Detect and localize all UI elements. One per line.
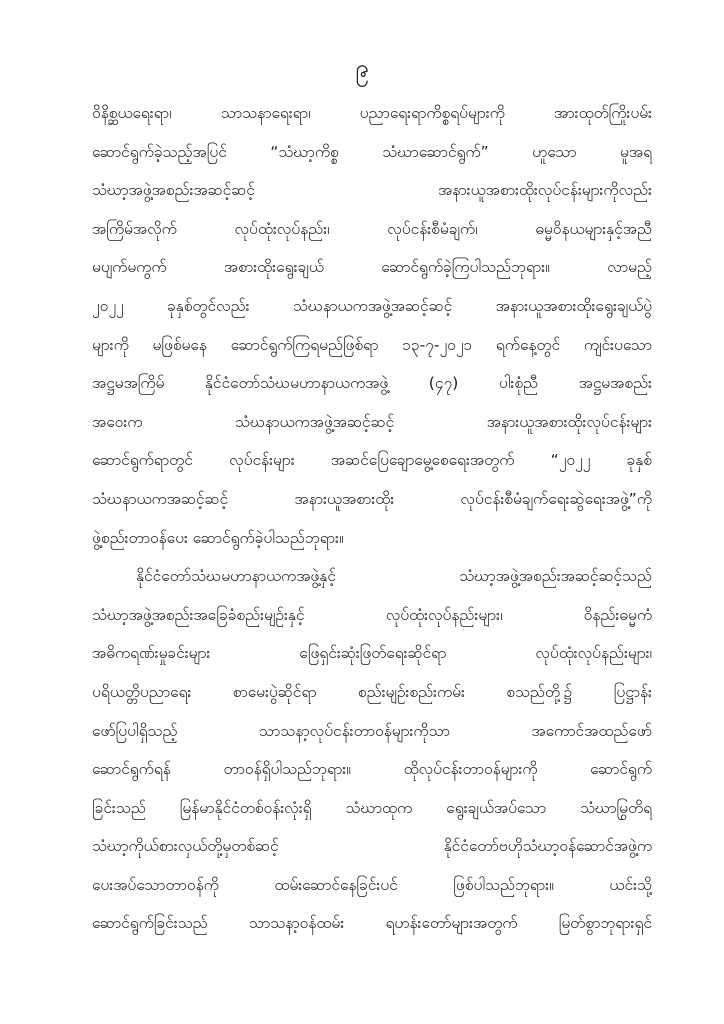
text-line: ခြင်းသည် မြန်မာနိုင်ငံတစ်ဝန်းလုံးရှိ သံဃာထုက ရွေးချယ်အပ်သော သံဃာမြွတိရ [92, 798, 652, 817]
text-line: ဖွဲ့စည်းတာဝန်ပေး ဆောင်ရွက်ခဲ့ပါသည်ဘုရား။ [92, 528, 344, 547]
text-line: အဝေးက သံဃနာယကအဖွဲ့အဆင့်ဆင့် အနားယူအစားထိုးလုပ်ငန်းများ [92, 412, 652, 431]
text-line: များကို မဖြစ်မနေ ဆောင်ရွက်ကြရမည်ဖြစ်ရာ ၁၃-၇-၂၀၂၁ ရက်နေ့တွင် ကျင်းပသော [92, 335, 652, 354]
text-line: သံဃာ့အဖွဲ့အစည်းအဆင့်ဆင့် အနားယူအစားထိုးလုပ်ငန်းများကိုလည်း [92, 181, 652, 200]
text-line: အဓိကရဏ်းမှုခင်းများ ဖြေရှင်းဆုံးဖြတ်ရေးဆိုင်ရာ လုပ်ထုံးလုပ်နည်းများ၊ [92, 644, 652, 663]
text-line: သံဃာ့အဖွဲ့အစည်းအခြေခံစည်းမျဉ်းနှင့် လုပ်ထုံးလုပ်နည်းများ၊ ဝိနည်းဓမ္မကံ [92, 605, 652, 624]
text-line: နိုင်ငံတော်သံဃမဟာနာယကအဖွဲ့နှင့် သံဃာ့အဖွဲ့အစည်းအဆင့်ဆင့်သည် [136, 567, 652, 586]
text-line: ဆောင်ရွက်ရာတွင် လုပ်ငန်းများ အဆင်ပြေချောမွေ့စေရေးအတွက် “၂၀၂၂ ခုနှစ် [92, 451, 652, 470]
text-line: သံဃနာယကအဆင့်ဆင့် အနားယူအစားထိုး လုပ်ငန်းစီမံချက်ရေးဆွဲရေးအဖွဲ့”ကို [92, 489, 652, 508]
text-line: ပရိယတ္တိပညာရေး စာမေးပွဲဆိုင်ရာ စည်းမျဉ်းစည်းကမ်း စသည်တို့၌ ပြဋ္ဌာန်း [92, 682, 652, 701]
text-line: ဖော်ပြပါရှိသည့် သာသနာ့လုပ်ငန်းတာဝန်များကိုသာ အကောင်အထည်ဖော် [92, 721, 652, 740]
body-text [92, 94, 652, 943]
text-line: မပျက်မကွက် အစားထိုးရွေးချယ် ဆောင်ရွက်ခဲ့ကြပါသည်ဘုရား။ လာမည့် [92, 258, 652, 277]
text-line: အဋ္ဌမအကြိမ် နိုင်ငံတော်သံဃမဟာနာယကအဖွဲ့ (၄၇) ပါးစုံညီ အဋ္ဌမအစည်း [92, 374, 652, 393]
text-line: ဆောင်ရွက်ရန် တာဝန်ရှိပါသည်ဘုရား။ ထိုလုပ်ငန်းတာဝန်များကို ဆောင်ရွက် [92, 760, 652, 779]
text-line: ဆောင်ရွက်ခဲ့သည့်အပြင် “သံဃာ့ကိစ္စ သံဃာဆောင်ရွက်” ဟူသော မူအရ [92, 142, 652, 161]
text-line: သံဃာ့ကိုယ်စားလှယ်တို့မှတစ်ဆင့် နိုင်ငံတော်ဗဟိုသံဃာ့ဝန်ဆောင်အဖွဲ့က [92, 837, 652, 856]
text-line: ဝိနိစ္ဆယရေးရာ၊ သာသနာရေးရာ၊ ပညာရေးရာကိစ္စရပ်များကို အားထုတ်ကြိုးပမ်း [92, 104, 652, 122]
paragraph-1 [92, 94, 652, 557]
text-line: ၂၀၂၂ ခုနှစ်တွင်လည်း သံဃနာယကအဖွဲ့အဆင့်ဆင့် အနားယူအစားထိုးရွေးချယ်ပွဲ [92, 296, 652, 315]
text-line: အကြိမ်အလိုက် လုပ်ထုံးလုပ်နည်း၊ လုပ်ငန်းစီမံချက်၊ ဓမ္မဝိနယများနှင့်အညီ [92, 219, 652, 238]
text-line: ပေးအပ်သောတာဝန်ကို ထမ်းဆောင်နေခြင်းပင် ဖြစ်ပါသည်ဘုရား။ ယင်းသို့ [92, 875, 652, 894]
page-number: ၉ [355, 54, 369, 82]
paragraph-2 [92, 557, 652, 943]
text-line: ဆောင်ရွက်ခြင်းသည် သာသနာ့ဝန်ထမ်း ရဟန်းတော်များအတွက် မြတ်စွာဘုရားရှင် [92, 914, 652, 933]
